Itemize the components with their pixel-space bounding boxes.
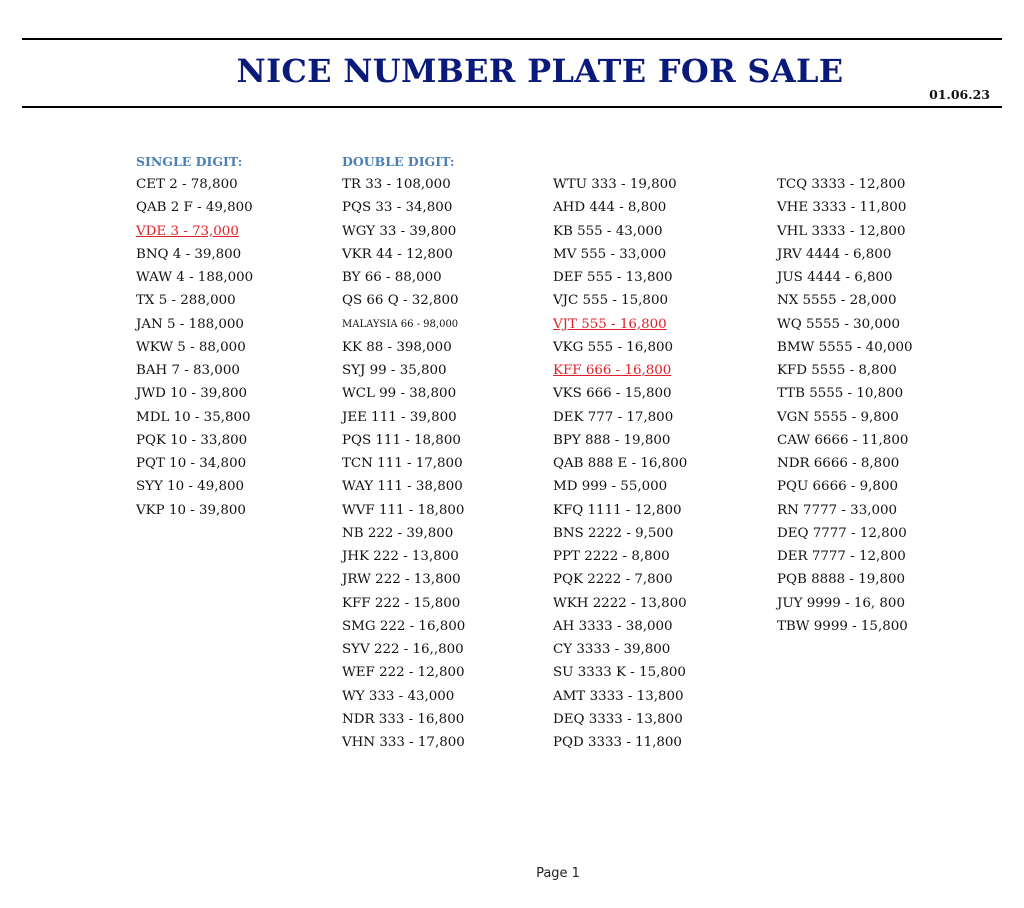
header-rule <box>22 106 1002 108</box>
plate-entry: WEF 222 - 12,800 <box>342 665 465 681</box>
plate-entry: PQT 10 - 34,800 <box>136 456 247 471</box>
plate-entry: WVF 111 - 18,800 <box>342 502 465 518</box>
plate-entry: VKS 666 - 15,800 <box>553 386 672 402</box>
plate-entry: CAW 6666 - 11,800 <box>777 432 909 448</box>
plate-column-4 <box>777 150 913 638</box>
plate-entry: NB 222 - 39,800 <box>342 525 454 541</box>
plate-entry: WY 333 - 43,000 <box>342 688 455 704</box>
plate-entry: PQB 8888 - 19,800 <box>777 572 906 588</box>
plate-list <box>553 173 687 754</box>
plate-entry: KB 555 - 43,000 <box>553 223 663 239</box>
plate-entry: PPT 2222 - 8,800 <box>553 549 670 564</box>
plate-entry: AMT 3333 - 13,800 <box>553 688 684 704</box>
document-date: 01.06.23 <box>929 87 990 102</box>
page-number: Page 1 <box>536 866 580 881</box>
plate-entry: WQ 5555 - 30,000 <box>777 316 900 332</box>
plate-entry: KFQ 1111 - 12,800 <box>553 502 682 518</box>
plate-entry: PQS 33 - 34,800 <box>342 200 453 216</box>
plate-entry: PQK 10 - 33,800 <box>136 432 248 448</box>
plate-entry: DEQ 3333 - 13,800 <box>553 711 683 727</box>
plate-entry-sold: KFF 666 - 16,800 <box>553 363 672 378</box>
plate-entry: VHN 333 - 17,800 <box>342 735 465 750</box>
plate-entry: JEE 111 - 39,800 <box>342 409 457 425</box>
single-digit-column <box>136 150 253 522</box>
double-digit-column <box>342 150 465 754</box>
plate-entry: WCL 99 - 38,800 <box>342 386 457 402</box>
plate-entry: BY 66 - 88,000 <box>342 270 442 285</box>
page-title: NICE NUMBER PLATE FOR SALE <box>236 52 844 90</box>
plate-entry: WKH 2222 - 13,800 <box>553 595 687 611</box>
plate-entry: SYJ 99 - 35,800 <box>342 363 447 378</box>
plate-entry: VJC 555 - 15,800 <box>553 293 668 309</box>
plate-entry-sold: VDE 3 - 73,000 <box>136 223 239 239</box>
plate-entry: VHE 3333 - 11,800 <box>777 200 907 216</box>
plate-entry: CY 3333 - 39,800 <box>553 642 671 657</box>
plate-entry: KK 88 - 398,000 <box>342 339 452 355</box>
plate-entry: RN 7777 - 33,000 <box>777 502 898 518</box>
plate-list <box>136 173 253 522</box>
plate-entry: BAH 7 - 83,000 <box>136 363 240 378</box>
plate-entry: NX 5555 - 28,000 <box>777 293 897 309</box>
plate-entry: WKW 5 - 88,000 <box>136 339 246 355</box>
plate-entry: TBW 9999 - 15,800 <box>777 618 908 634</box>
plate-entry: JRW 222 - 13,800 <box>342 572 461 588</box>
plate-entry: WAW 4 - 188,000 <box>136 270 254 285</box>
plate-entry: VKP 10 - 39,800 <box>136 502 246 518</box>
plate-entry: PQD 3333 - 11,800 <box>553 735 682 750</box>
plate-entry: KFD 5555 - 8,800 <box>777 363 897 378</box>
plate-entry: JRV 4444 - 6,800 <box>777 246 892 262</box>
plate-entry: QAB 888 E - 16,800 <box>553 456 688 471</box>
column-heading: SINGLE DIGIT: <box>136 154 243 169</box>
plate-entry-sold: VJT 555 - 16,800 <box>553 316 667 332</box>
plate-column-3 <box>553 150 687 754</box>
plate-entry: SMG 222 - 16,800 <box>342 618 466 634</box>
plate-entry: DEK 777 - 17,800 <box>553 409 674 425</box>
plate-entry: MD 999 - 55,000 <box>553 479 668 495</box>
plate-entry: TR 33 - 108,000 <box>342 177 451 192</box>
plate-entry: QS 66 Q - 32,800 <box>342 293 459 309</box>
plate-entry: TCQ 3333 - 12,800 <box>777 177 906 192</box>
plate-entry: TCN 111 - 17,800 <box>342 456 463 471</box>
plate-entry: MDL 10 - 35,800 <box>136 409 251 425</box>
plate-entry: MALAYSIA 66 - 98,000 <box>342 318 459 330</box>
plate-entry: TTB 5555 - 10,800 <box>777 386 904 402</box>
plate-entry: WGY 33 - 39,800 <box>342 223 457 239</box>
plate-entry: VGN 5555 - 9,800 <box>777 409 899 425</box>
plate-entry: WAY 111 - 38,800 <box>342 479 463 495</box>
plate-entry: NDR 333 - 16,800 <box>342 711 465 727</box>
plate-entry: PQU 6666 - 9,800 <box>777 479 898 495</box>
plate-entry: JUY 9999 - 16, 800 <box>777 595 905 611</box>
plate-entry: SYY 10 - 49,800 <box>136 479 245 495</box>
plate-entry: DER 7777 - 12,800 <box>777 549 906 564</box>
plate-list <box>342 173 465 754</box>
top-rule <box>22 38 1002 40</box>
plate-entry: BNQ 4 - 39,800 <box>136 246 242 262</box>
plate-entry: JAN 5 - 188,000 <box>136 316 244 332</box>
plate-entry: JUS 4444 - 6,800 <box>777 270 893 285</box>
plate-entry: QAB 2 F - 49,800 <box>136 200 253 216</box>
plate-entry: VKR 44 - 12,800 <box>342 246 453 262</box>
plate-entry: KFF 222 - 15,800 <box>342 595 461 611</box>
plate-entry: AHD 444 - 8,800 <box>553 200 667 216</box>
plate-list <box>777 173 913 638</box>
plate-entry: DEF 555 - 13,800 <box>553 270 673 285</box>
plate-entry: NDR 6666 - 8,800 <box>777 456 900 471</box>
plate-entry: SYV 222 - 16,,800 <box>342 642 464 657</box>
plate-entry: BPY 888 - 19,800 <box>553 432 671 448</box>
plate-entry: SU 3333 K - 15,800 <box>553 665 686 681</box>
plate-entry: PQK 2222 - 7,800 <box>553 572 673 588</box>
plate-entry: JHK 222 - 13,800 <box>342 549 459 564</box>
plate-entry: TX 5 - 288,000 <box>136 293 236 309</box>
plate-entry: MV 555 - 33,000 <box>553 246 667 262</box>
plate-entry: BMW 5555 - 40,000 <box>777 339 913 355</box>
plate-entry: CET 2 - 78,800 <box>136 177 238 192</box>
plate-entry: VHL 3333 - 12,800 <box>777 223 906 239</box>
plate-entry: JWD 10 - 39,800 <box>136 386 248 402</box>
plate-entry: WTU 333 - 19,800 <box>553 177 677 192</box>
plate-entry: VKG 555 - 16,800 <box>553 339 674 355</box>
plate-entry: DEQ 7777 - 12,800 <box>777 525 907 541</box>
column-heading: DOUBLE DIGIT: <box>342 154 455 169</box>
plate-entry: BNS 2222 - 9,500 <box>553 525 674 541</box>
plate-entry: PQS 111 - 18,800 <box>342 432 461 448</box>
plate-entry: AH 3333 - 38,000 <box>553 618 673 634</box>
